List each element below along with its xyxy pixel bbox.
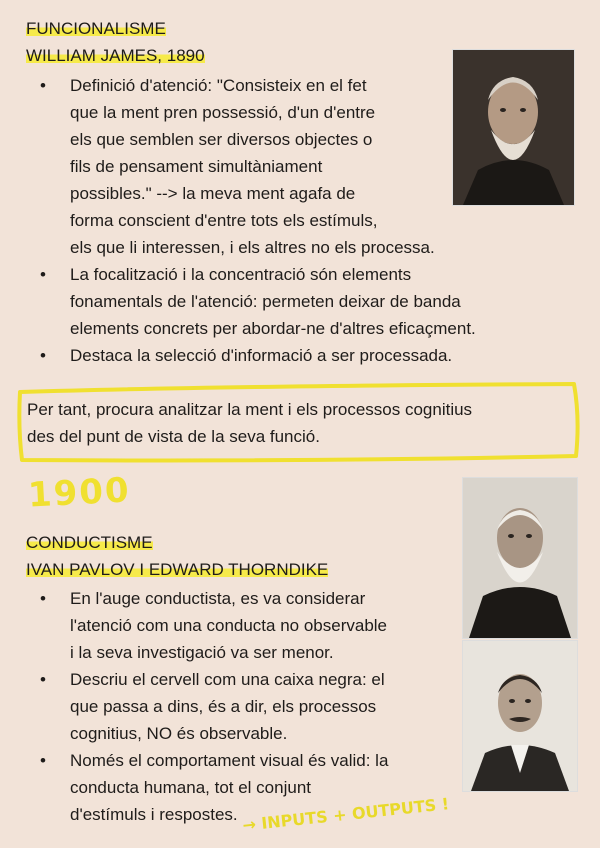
bullet-4-text: En l'auge conductista, es va considerar l'atenció com una conducta no observable i la seva investigació va ser menor. [70, 589, 388, 662]
author-pavlov-thorndike: IVAN PAVLOV I EDWARD THORNDIKE [26, 560, 329, 579]
handwritten-note: → INPUTS + OUTPUTS ! [241, 794, 451, 835]
bullet-5-text: Descriu el cervell com una caixa negra: el que passa a dins, és a dir, els processos cognitius, NO és observable. [70, 670, 385, 743]
william-james-photo [452, 49, 575, 206]
bullet-mark: • [40, 670, 46, 689]
bullet-1-text: Definició d'atenció: "Consisteix en el fet que la ment pren possessió, d'un d'entre els que semblen ser diversos objectes o fils de pensament simultàniament possibles." --> la meva ment agafa de forma conscient d'entre tots els estímuls, els que li interessen, i els altres no els processa. [70, 76, 435, 257]
bullet-mark: • [40, 346, 46, 365]
author-william-james: WILLIAM JAMES, 1890 [26, 46, 205, 65]
section-title-conductisme: CONDUCTISME [26, 533, 153, 552]
bullet-6-text: Només el comportament visual és valid: la conducta humana, tot el conjunt d'estímuls i respostes. → INPUTS + OUTPUTS ! [70, 747, 450, 828]
section-title-funcionalisme: FUNCIONALISME [26, 19, 166, 38]
bullet-mark: • [40, 589, 46, 608]
ivan-pavlov-photo [462, 477, 578, 639]
conclusion-text: Per tant, procura analitzar la ment i els processos cognitius des del punt de vista de la seva funció. [27, 400, 473, 446]
bullet-mark: • [40, 265, 46, 284]
bullet-mark: • [40, 751, 46, 770]
edward-thorndike-photo [462, 640, 578, 792]
bullet-3-text: Destaca la selecció d'informació a ser processada. [70, 346, 453, 365]
year-1900: 1900 [27, 470, 132, 516]
bullet-mark: • [40, 76, 46, 95]
bullet-2-text: La focalització i la concentració són elements fonamentals de l'atenció: permeten deixar de banda elements concrets per abordar-ne d'altres eficaçment. [70, 265, 476, 338]
